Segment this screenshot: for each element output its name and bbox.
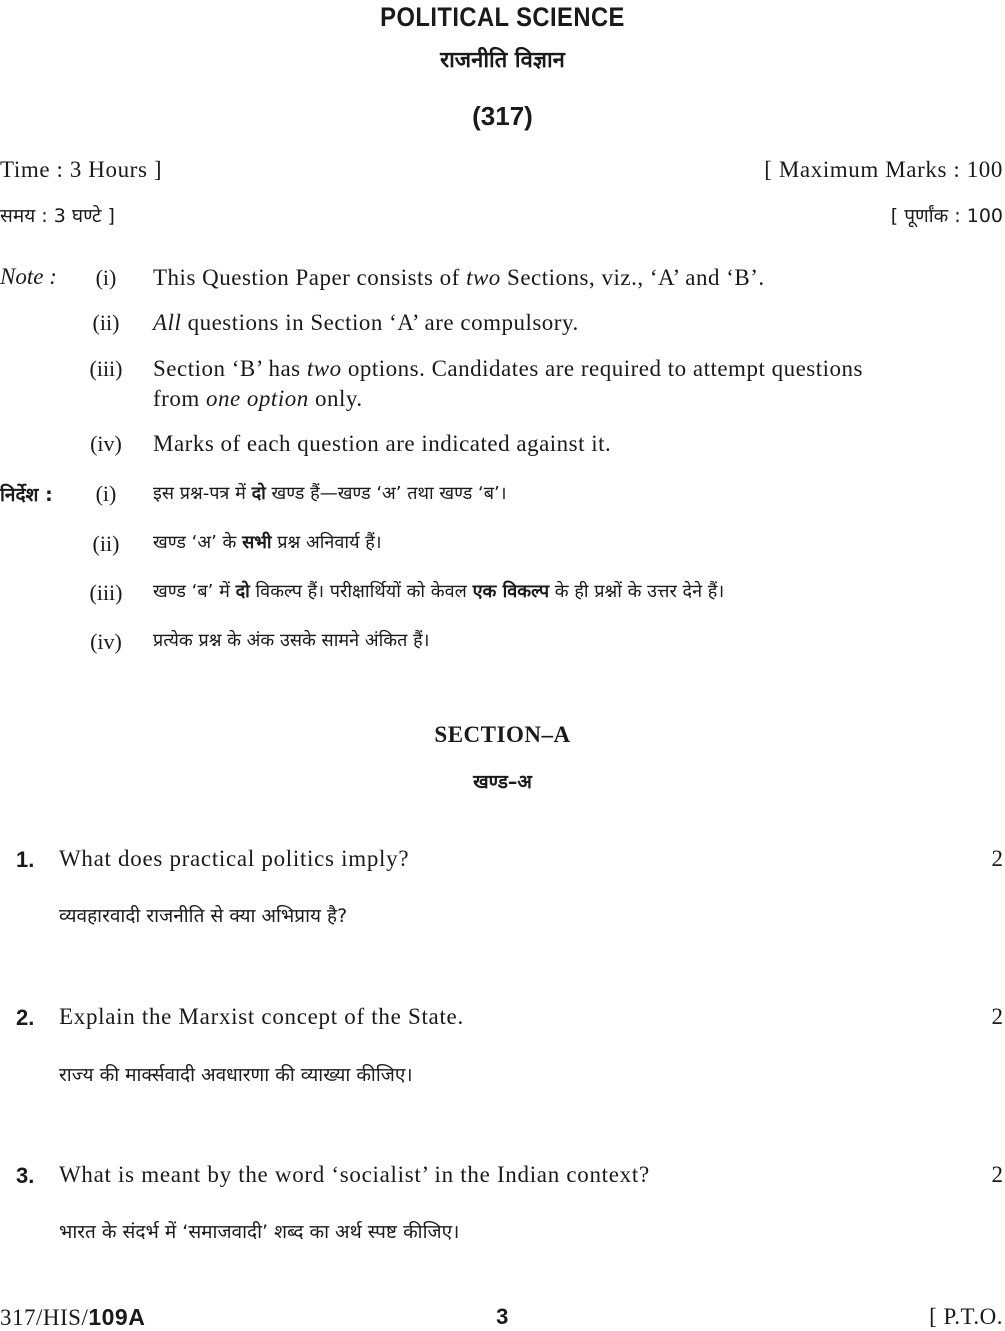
note-number: (iv)	[90, 629, 122, 654]
time-hindi: समय : 3 घण्टे ]	[0, 205, 115, 227]
note-item-2: All questions in Section ‘A’ are compulsory.	[153, 310, 579, 335]
question-text-english: What does practical politics imply?	[59, 846, 410, 871]
note-label: Note :	[0, 264, 57, 289]
pto-label: [ P.T.O.	[929, 1304, 1003, 1329]
question-text-hindi: राज्य की मार्क्सवादी अवधारणा की व्याख्या कीजिए।	[59, 1064, 413, 1086]
note-number: (i)	[95, 481, 117, 506]
subject-code: (317)	[472, 101, 533, 131]
note-item-hindi-4: प्रत्येक प्रश्न के अंक उसके सामने अंकित हैं।	[153, 630, 430, 651]
question-marks: 2	[991, 1162, 1003, 1187]
footer-paper-code: 317/HIS/109A	[0, 1304, 146, 1330]
section-heading-english: SECTION–A	[434, 722, 571, 747]
page-number: 3	[496, 1304, 509, 1329]
question-text-hindi: व्यवहारवादी राजनीति से क्या अभिप्राय है?	[59, 905, 348, 927]
question-text-hindi: भारत के संदर्भ में ‘समाजवादी’ शब्द का अर्थ स्पष्ट कीजिए।	[59, 1221, 460, 1243]
question-number: 3.	[16, 1163, 35, 1188]
question-number: 2.	[16, 1005, 35, 1030]
time-english: Time : 3 Hours ]	[0, 157, 163, 182]
note-item-hindi-1: इस प्रश्न-पत्र में दो खण्ड हैं—खण्ड ‘अ’ तथा खण्ड ‘ब’।	[153, 483, 507, 504]
question-marks: 2	[991, 846, 1003, 871]
question-text-english: Explain the Marxist concept of the State.	[59, 1004, 464, 1029]
note-number: (iv)	[90, 431, 122, 456]
note-item-3: Section ‘B’ has two options. Candidates are required to attempt questions from one option only.	[153, 356, 863, 411]
note-number: (iii)	[89, 580, 123, 605]
note-number: (i)	[95, 265, 117, 290]
note-number: (ii)	[92, 531, 120, 556]
note-number: (ii)	[92, 310, 120, 335]
subject-title-hindi: राजनीति विज्ञान	[440, 48, 565, 73]
note-item-hindi-2: खण्ड ‘अ’ के सभी प्रश्न अनिवार्य हैं।	[153, 532, 382, 553]
note-item-hindi-3: खण्ड ‘ब’ में दो विकल्प हैं। परीक्षार्थियों को केवल एक विकल्प के ही प्रश्नों के उत्तर देने हैं।	[153, 581, 725, 602]
note-item-4: Marks of each question are indicated against it.	[153, 431, 612, 456]
note-label-hindi: निर्देश :	[0, 484, 53, 506]
question-text-english: What is meant by the word ‘socialist’ in the Indian context?	[59, 1162, 650, 1187]
question-number: 1.	[16, 847, 35, 872]
question-marks: 2	[991, 1004, 1003, 1029]
max-marks-hindi: [ पूर्णांक : 100	[890, 205, 1003, 227]
section-heading-hindi: खण्ड–अ	[473, 771, 532, 793]
note-number: (iii)	[89, 356, 123, 381]
note-item-1: This Question Paper consists of two Sections, viz., ‘A’ and ‘B’.	[153, 265, 765, 290]
subject-title-english: POLITICAL SCIENCE	[380, 2, 625, 32]
max-marks-english: [ Maximum Marks : 100	[764, 157, 1003, 182]
